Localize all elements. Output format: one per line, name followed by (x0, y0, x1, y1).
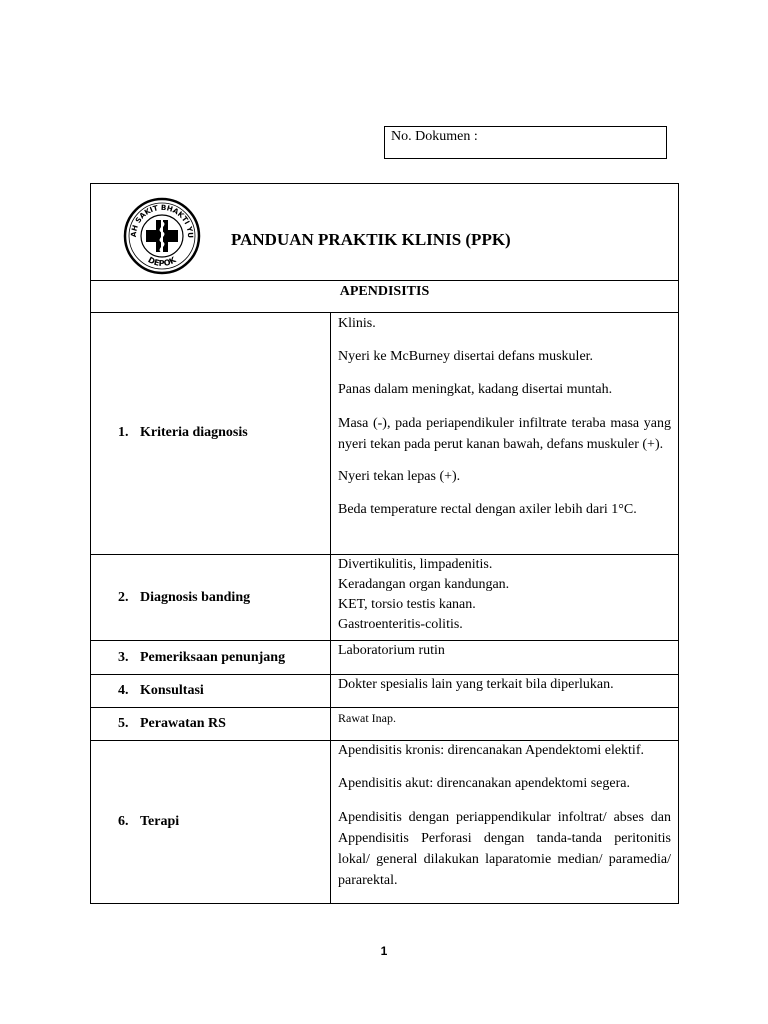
row-label-cell (91, 741, 331, 903)
logo-ring-bottom-text: DEPOK (146, 255, 178, 269)
header-row (91, 184, 678, 281)
document-number-box (384, 126, 667, 159)
diagnosis-title: APENDISITIS (339, 284, 430, 299)
list-item: Masa (-), pada periapendikuler infiltrate teraba masa yang nyeri tekan pada perut kanan bawah, defans muskuler (+). (338, 416, 671, 452)
table-row (91, 312, 678, 555)
list-item: Nyeri tekan lepas (+). (338, 469, 461, 484)
list-item: Beda temperature rectal dengan axiler lebih dari 1°C. (338, 502, 637, 517)
row-value-cell (338, 675, 671, 695)
row-label: Diagnosis banding (140, 589, 251, 605)
row-value-cell (338, 641, 671, 661)
table-row (91, 741, 678, 903)
row-label: Kriteria diagnosis (140, 425, 248, 440)
row-number: 2. (118, 589, 129, 605)
logo-ring-top-text: AH SAKIT BHAKTI YU (128, 202, 196, 239)
ppk-table (90, 183, 679, 904)
list-item: Rawat Inap. (338, 711, 396, 725)
row-number: 5. (118, 716, 129, 731)
row-number: 6. (118, 814, 129, 829)
subtitle-row (91, 280, 678, 313)
document-number-label: No. Dokumen : (391, 129, 478, 144)
hospital-logo (122, 192, 202, 275)
table-row (91, 555, 678, 641)
list-item: Laboratorium rutin (338, 643, 445, 658)
row-label-cell (91, 675, 331, 707)
page-number: 1 (380, 944, 388, 958)
list-item: Apendisitis akut: direncanakan apendektomi segera. (338, 776, 630, 791)
list-item: KET, torsio testis kanan. (338, 597, 476, 612)
list-item: Dokter spesialis lain yang terkait bila diperlukan. (338, 677, 614, 692)
table-row (91, 675, 678, 708)
list-item: Keradangan organ kandungan. (338, 577, 510, 592)
list-item: Nyeri ke McBurney disertai defans muskuler. (338, 349, 594, 364)
row-label: Terapi (140, 814, 180, 829)
row-value-cell (338, 741, 671, 891)
list-item: Klinis. (338, 316, 376, 331)
row-value-cell (338, 555, 671, 635)
row-label: Konsultasi (140, 683, 204, 698)
row-number: 1. (118, 425, 129, 440)
row-label-cell (91, 312, 331, 554)
row-label-cell (91, 641, 331, 674)
table-row (91, 641, 678, 675)
row-label: Pemeriksaan penunjang (140, 649, 286, 665)
row-value-cell (338, 708, 671, 728)
row-label-cell (91, 555, 331, 640)
row-label: Perawatan RS (140, 716, 226, 731)
page-title: PANDUAN PRAKTIK KLINIS (PPK) (231, 230, 511, 249)
list-item: Apendisitis dengan periappendikular infoltrat/ abses dan Appendisitis Perforasi dengan tanda-tanda peritonitis lokal/ general dilakukan laparatomie median/ paramedia/ pararektal. (338, 810, 671, 888)
row-number: 4. (118, 683, 129, 698)
list-item: Gastroenteritis-colitis. (338, 617, 463, 632)
row-number: 3. (118, 649, 129, 665)
list-item: Divertikulitis, limpadenitis. (338, 557, 493, 572)
list-item: Panas dalam meningkat, kadang disertai muntah. (338, 382, 613, 397)
row-label-cell (91, 708, 331, 740)
table-row (91, 708, 678, 741)
row-value-cell (338, 312, 671, 520)
list-item: Apendisitis kronis: direncanakan Apendektomi elektif. (338, 743, 644, 758)
